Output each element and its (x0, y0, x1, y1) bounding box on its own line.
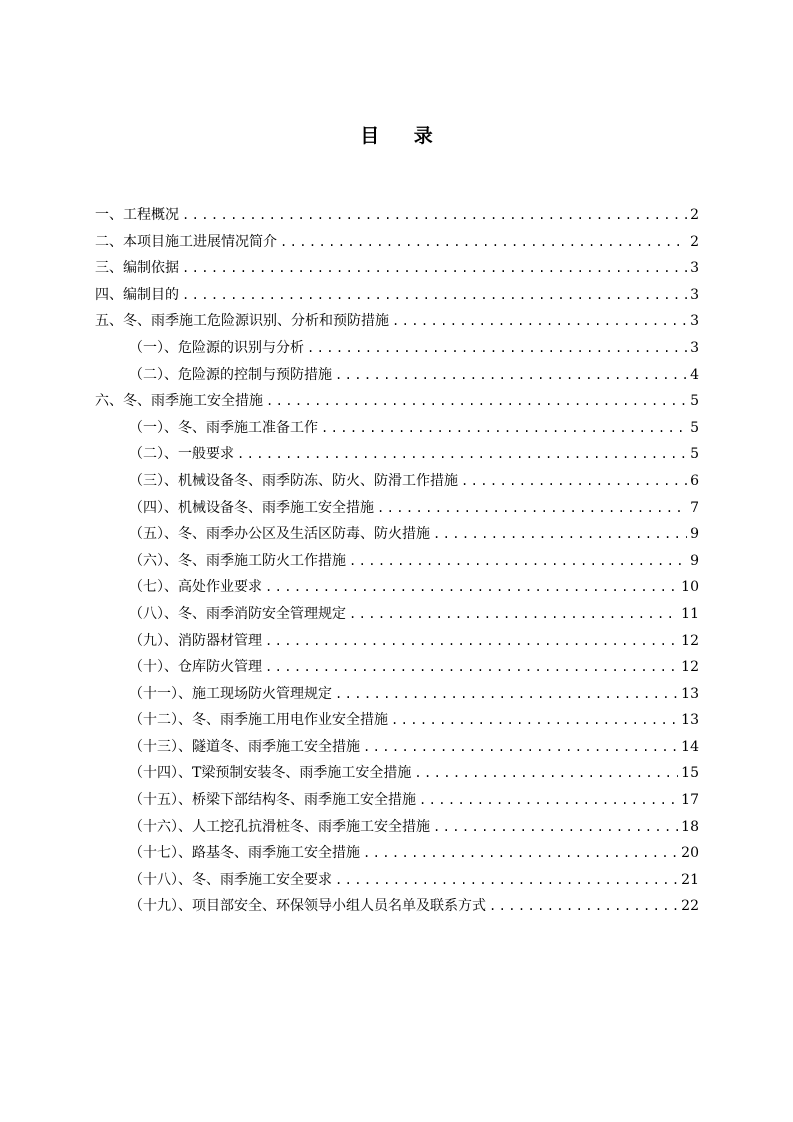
toc-dot-leader (266, 388, 687, 415)
toc-list (95, 202, 699, 920)
toc-entry-page-number: 3 (690, 286, 699, 303)
toc-dot-leader (419, 787, 678, 814)
toc-entry[interactable] (95, 548, 699, 575)
toc-dot-leader (182, 202, 687, 229)
toc-entry-page-number: 18 (681, 818, 699, 835)
toc-entry-label: （六）、冬、雨季施工防火工作措施 (129, 552, 346, 569)
toc-entry-page-number: 15 (681, 765, 699, 782)
toc-entry-page-number: 12 (681, 632, 699, 649)
toc-entry[interactable] (95, 707, 699, 734)
toc-dot-leader (335, 681, 678, 708)
toc-entry-label: （十八）、冬、雨季施工安全要求 (129, 871, 332, 888)
toc-entry-label: 五、冬、雨季施工危险源识别、分析和预防措施 (95, 313, 389, 330)
toc-dot-leader (377, 495, 687, 522)
toc-entry-page-number: 5 (690, 446, 699, 463)
toc-dot-leader (349, 548, 687, 575)
toc-entry-label: （十七）、路基冬、雨季施工安全措施 (129, 845, 360, 862)
toc-dot-leader (335, 362, 687, 389)
toc-entry-label: （一）、危险源的识别与分析 (129, 339, 304, 356)
toc-entry-page-number: 9 (690, 552, 699, 569)
toc-entry-label: （十九）、项目部安全、环保领导小组人员名单及联系方式 (129, 898, 486, 915)
toc-dot-leader (433, 521, 687, 548)
toc-entry[interactable] (95, 654, 699, 681)
toc-dot-leader (321, 415, 687, 442)
toc-entry[interactable] (95, 734, 699, 761)
toc-entry[interactable] (95, 814, 699, 841)
toc-entry-page-number: 13 (681, 712, 699, 729)
toc-entry-label: （四）、机械设备冬、雨季施工安全措施 (129, 499, 374, 516)
toc-dot-leader (265, 574, 678, 601)
toc-entry[interactable] (95, 282, 699, 309)
toc-entry-page-number: 12 (681, 659, 699, 676)
toc-entry-label: （三）、机械设备冬、雨季防冻、防火、防滑工作措施 (129, 472, 458, 489)
toc-entry-page-number: 14 (681, 738, 699, 755)
toc-entry[interactable] (95, 521, 699, 548)
toc-entry-page-number: 9 (690, 526, 699, 543)
toc-entry-label: （十）、仓库防火管理 (129, 659, 262, 676)
toc-entry[interactable] (95, 495, 699, 522)
toc-entry[interactable] (95, 760, 699, 787)
toc-dot-leader (237, 441, 687, 468)
toc-dot-leader (307, 335, 687, 362)
toc-entry-label: （七）、高处作业要求 (129, 579, 262, 596)
toc-entry-page-number: 2 (690, 233, 699, 250)
toc-dot-leader (349, 601, 678, 628)
toc-entry[interactable] (95, 468, 699, 495)
toc-entry[interactable] (95, 415, 699, 442)
toc-dot-leader (363, 840, 678, 867)
toc-entry-page-number: 7 (690, 499, 699, 516)
toc-entry-label: 二、本项目施工进展情况简介 (95, 233, 277, 250)
toc-entry-label: 四、编制目的 (95, 286, 179, 303)
toc-entry-label: （十三）、隧道冬、雨季施工安全措施 (129, 738, 360, 755)
toc-entry-page-number: 21 (681, 871, 699, 888)
page-title: 目 录 (360, 125, 447, 147)
toc-entry[interactable] (95, 681, 699, 708)
toc-entry-page-number: 6 (690, 472, 699, 489)
toc-entry-label: （二）、危险源的控制与预防措施 (129, 366, 332, 383)
toc-entry-label: （十二）、冬、雨季施工用电作业安全措施 (129, 712, 388, 729)
toc-entry-label: 六、冬、雨季施工安全措施 (95, 393, 263, 410)
toc-entry-page-number: 17 (681, 792, 699, 809)
toc-dot-leader (461, 468, 687, 495)
toc-dot-leader (335, 867, 678, 894)
toc-entry[interactable] (95, 362, 699, 389)
toc-entry-page-number: 2 (690, 207, 699, 223)
toc-entry-page-number: 22 (681, 898, 699, 915)
toc-dot-leader (433, 814, 678, 841)
toc-entry[interactable] (95, 867, 699, 894)
toc-entry-label: 三、编制依据 (95, 260, 179, 277)
toc-entry[interactable] (95, 893, 699, 920)
toc-entry-page-number: 13 (681, 685, 699, 702)
toc-dot-leader (489, 893, 678, 920)
toc-dot-leader (182, 255, 687, 282)
toc-entry-label: （五）、冬、雨季办公区及生活区防毒、防火措施 (129, 526, 430, 543)
toc-entry-label: （十一）、施工现场防火管理规定 (129, 685, 332, 702)
toc-entry-label: （十六）、人工挖孔抗滑桩冬、雨季施工安全措施 (129, 818, 430, 835)
toc-entry-label: 一、工程概况 (95, 207, 179, 223)
toc-entry[interactable] (95, 840, 699, 867)
toc-entry-page-number: 5 (690, 393, 699, 410)
toc-entry-page-number: 3 (690, 260, 699, 277)
toc-dot-leader (391, 707, 678, 734)
toc-entry-label: （八）、冬、雨季消防安全管理规定 (129, 605, 346, 622)
toc-entry-page-number: 3 (690, 339, 699, 356)
toc-entry[interactable] (95, 388, 699, 415)
toc-dot-leader (392, 308, 687, 335)
toc-entry-page-number: 4 (690, 366, 699, 383)
toc-entry-label: （十五）、桥梁下部结构冬、雨季施工安全措施 (129, 792, 416, 809)
toc-dot-leader (280, 229, 687, 256)
toc-entry-page-number: 5 (690, 419, 699, 436)
toc-entry-page-number: 11 (681, 605, 699, 622)
toc-entry[interactable] (95, 628, 699, 655)
toc-dot-leader (182, 282, 687, 309)
toc-entry-label: （九）、消防器材管理 (129, 632, 262, 649)
toc-entry-page-number: 10 (681, 579, 699, 596)
toc-entry[interactable] (95, 574, 699, 601)
toc-entry[interactable] (95, 335, 699, 362)
toc-dot-leader (265, 628, 678, 655)
toc-entry-label: （一）、冬、雨季施工准备工作 (129, 419, 318, 436)
toc-entry[interactable] (95, 787, 699, 814)
toc-entry[interactable] (95, 229, 699, 256)
toc-entry-label: （二）、一般要求 (129, 446, 234, 463)
toc-entry[interactable] (95, 255, 699, 282)
toc-entry[interactable] (95, 601, 699, 628)
toc-dot-leader (414, 760, 678, 787)
toc-entry[interactable] (95, 308, 699, 335)
toc-entry[interactable] (95, 202, 699, 229)
toc-dot-leader (363, 734, 678, 761)
toc-entry[interactable] (95, 441, 699, 468)
toc-entry-page-number: 20 (681, 845, 699, 862)
toc-dot-leader (265, 654, 678, 681)
toc-entry-label: （十四）、T梁预制安装冬、雨季施工安全措施 (129, 765, 412, 782)
toc-entry-page-number: 3 (690, 313, 699, 330)
